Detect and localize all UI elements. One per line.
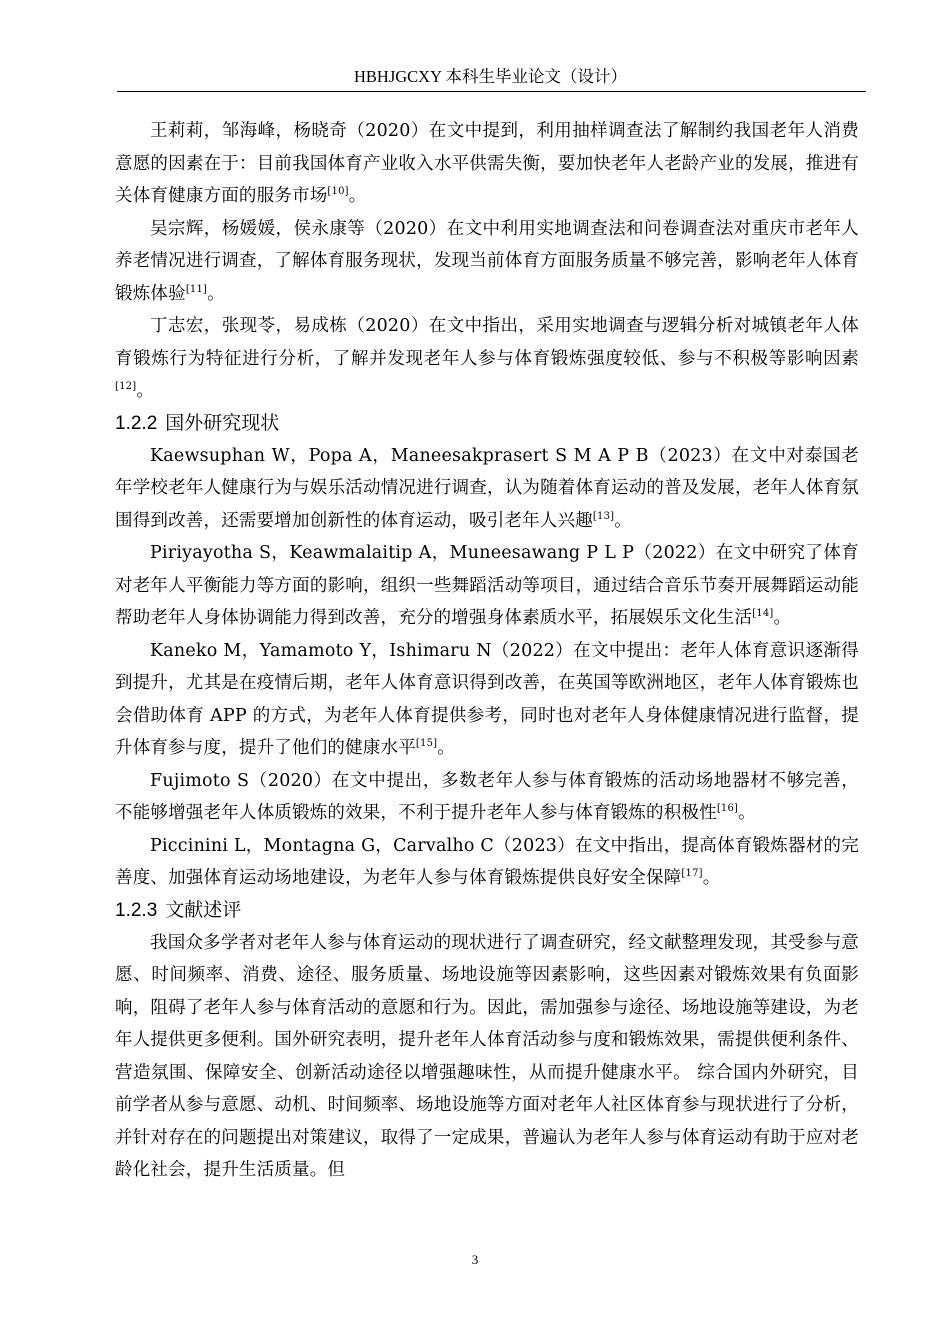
- section-number: 1.2.2: [115, 412, 158, 434]
- citation-14: [14]: [752, 608, 774, 619]
- citation-11: [11]: [185, 283, 208, 295]
- section-title: 国外研究现状: [165, 412, 280, 434]
- header-rule: [117, 91, 866, 92]
- section-heading-foreign-research: [115, 408, 859, 440]
- citation-12: [12]: [115, 381, 137, 392]
- page-header: HBHJGCXY 本科生毕业论文（设计）: [353, 67, 628, 86]
- citation-15: [15]: [415, 738, 438, 749]
- page-body: [115, 115, 859, 1187]
- paragraph-kaneko: Kaneko M，Yamamoto Y，Ishimaru N（2022）在文中提出：老年人体育意识逐渐得到提升，尤其是在疫情后期，老年人体育意识得到改善，在英国等欧洲地区，老年人体育锻炼也会借助体育 APP 的方式，为老年人体育提供参考，同时也对老年人身体健康情况进行监督，提升体育参与度，提升了他们的健康水平[15]。: [115, 640, 859, 758]
- page-number: 3: [471, 1252, 479, 1267]
- paragraph-kaewsuphan: Kaewsuphan W，Popa A，Maneesakprasert S M A P B（2023）在文中对泰国老年学校老年人健康行为与娱乐活动情况进行调查，认为随着体育运动的普及发展，老年人体育氛围得到改善，还需要增加创新性的体育运动，吸引老年人兴趣[13]。: [115, 445, 859, 531]
- citation-17: [17]: [681, 868, 703, 879]
- paragraph-piriyayotha: Piriyayotha S，Keawmalaitip A，Muneesawang P L P（2022）在文中研究了体育对老年人平衡能力等方面的影响，组织一些舞蹈活动等项目，通过结合音乐节奏开展舞蹈运动能帮助老年人身体协调能力得到改善，充分的增强身体素质水平，拓展娱乐文化生活[14]。: [115, 543, 859, 628]
- section-heading-literature-review: [115, 895, 859, 927]
- paragraph-fujimoto: Fujimoto S（2020）在文中提出，多数老年人参与体育锻炼的活动场地器材不够完善，不能够增强老年人体质锻炼的效果，不利于提升老年人参与体育锻炼的积极性[16]。: [115, 770, 859, 823]
- paragraph-piccinini: Piccinini L，Montagna G，Carvalho C（2023）在文中指出，提高体育锻炼器材的完善度、加强体育运动场地建设，为老年人参与体育锻炼提供良好安全保障[17]。: [115, 835, 859, 888]
- section-number: 1.2.3: [115, 899, 158, 921]
- citation-10: [10]: [327, 186, 349, 197]
- citation-16: [16]: [716, 803, 739, 814]
- section-title: 文献述评: [165, 899, 242, 921]
- paragraph-ding-zhihong: 丁志宏，张现苓，易成栋（2020）在文中指出，采用实地调查与逻辑分析对城镇老年人体育锻炼行为特征进行分析，了解并发现老年人参与体育锻炼强度较低、参与不积极等影响因素[12]。: [115, 316, 859, 401]
- citation-13: [13]: [592, 510, 615, 522]
- paragraph-wang-lili: 王莉莉，邹海峰，杨晓奇（2020）在文中提到，利用抽样调查法了解制约我国老年人消费意愿的因素在于：目前我国体育产业收入水平供需失衡，要加快老年人老龄产业的发展，推进有关体育健康方面的服务市场[10]。: [115, 121, 859, 206]
- paragraph-review: 我国众多学者对老年人参与体育运动的现状进行了调查研究，经文献整理发现，其受参与意愿、时间频率、消费、途径、服务质量、场地设施等因素影响，这些因素对锻炼效果有负面影响，阻碍了老年人参与体育活动的意愿和行为。因此，需加强参与途径、场地设施等建设，为老年人提供更多便利。国外研究表明，提升老年人体育活动参与度和锻炼效果，需提供便利条件、营造氛围、保障安全、创新活动途径以增强趣味性，从而提升健康水平。 综合国内外研究，目前学者从参与意愿、动机、时间频率、场地设施等方面对老年人社区体育参与现状进行了分析，并针对存在的问题提出对策建议，取得了一定成果，普遍认为老年人参与体育运动有助于应对老龄化社会，提升生活质量。但: [115, 932, 859, 1180]
- paragraph-wu-zonghui: 吴宗辉，杨媛媛，侯永康等（2020）在文中利用实地调查法和问卷调查法对重庆市老年人养老情况进行调查，了解体育服务现状，发现当前体育方面服务质量不够完善，影响老年人体育锻炼体验[11]。: [115, 218, 859, 304]
